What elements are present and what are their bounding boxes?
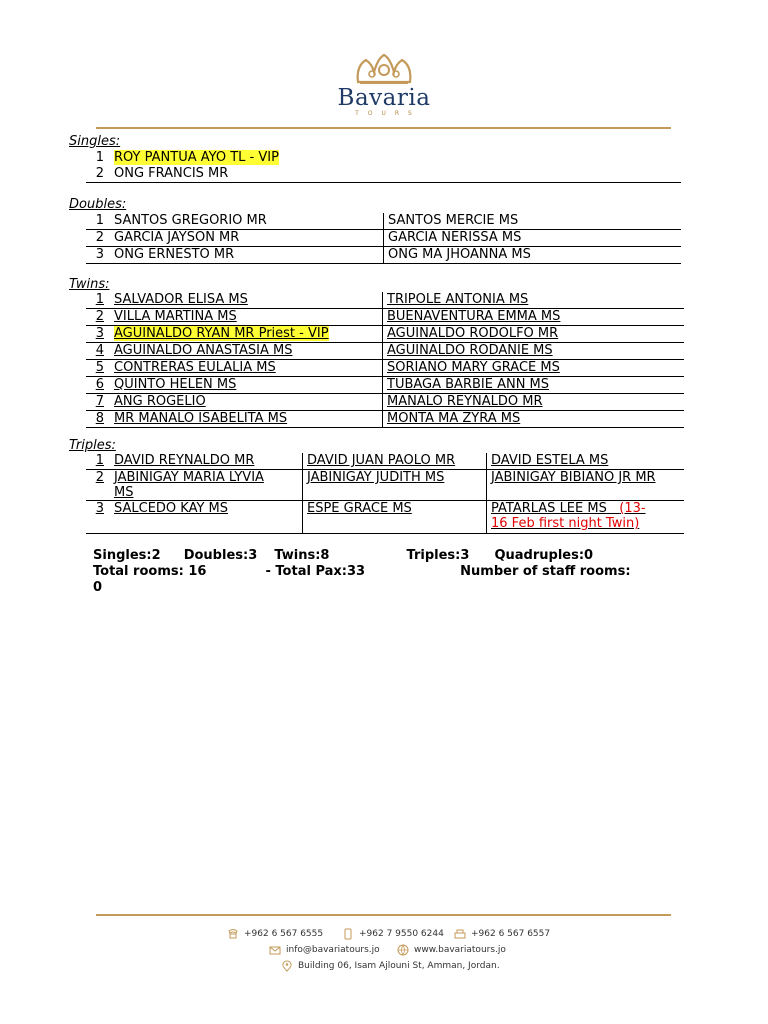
row-number: 6 <box>95 377 104 392</box>
summary-singles: Singles:2 <box>93 548 161 563</box>
bavaria-logo <box>330 52 438 124</box>
row-number: 3 <box>95 247 104 262</box>
table-row <box>86 470 684 501</box>
logo-subtitle: TOURS <box>355 110 421 117</box>
header-divider <box>96 127 671 129</box>
guest-name: ONG ERNESTO MR <box>110 247 384 264</box>
guest-name: MR MANALO ISABELITA MS <box>110 411 383 428</box>
guest-name: AGUINALDO RYAN MR Priest - VIP <box>114 326 329 341</box>
footer-divider <box>96 914 671 916</box>
mobile-icon <box>342 928 354 940</box>
guest-name: JABINIGAY BIBIANO JR MR <box>491 470 656 485</box>
globe-icon <box>397 944 409 956</box>
table-row <box>86 394 684 411</box>
row-number: 8 <box>95 411 104 426</box>
guest-name: BUENAVENTURA EMMA MS <box>387 309 561 324</box>
crown-icon <box>352 52 416 88</box>
row-number: 1 <box>95 292 104 307</box>
fax-icon <box>454 928 466 940</box>
guest-name: QUINTO HELEN MS <box>110 377 383 394</box>
doubles-table <box>86 213 681 264</box>
guest-name: AGUINALDO RODANIE MS <box>387 343 553 358</box>
guest-name: DAVID REYNALDO MR <box>110 453 303 470</box>
summary-quadruples: Quadruples:0 <box>494 548 594 563</box>
summary-staff-value: 0 <box>93 580 103 595</box>
summary-total-pax: - Total Pax:33 <box>265 564 366 579</box>
summary-total-rooms: Total rooms: 16 <box>93 564 207 579</box>
triples-title: Triples: <box>69 438 116 453</box>
summary-line-2 <box>93 564 631 580</box>
twins-title: Twins: <box>69 277 110 292</box>
guest-name-cont: MS <box>114 485 134 500</box>
table-row <box>86 360 684 377</box>
footer-address <box>281 960 500 972</box>
email-text: info@bavariatours.jo <box>286 945 380 955</box>
phone-icon <box>227 928 239 940</box>
phone2-text: +962 7 9550 6244 <box>359 929 444 939</box>
guest-name: MONTA MA ZYRA MS <box>387 411 521 426</box>
guest-name: MANALO REYNALDO MR <box>387 394 543 409</box>
row-number: 2 <box>95 309 104 324</box>
triples-table <box>86 453 684 534</box>
location-pin-icon <box>281 960 293 972</box>
guest-name: ONG MA JHOANNA MS <box>388 247 531 262</box>
row-number: 7 <box>95 394 104 409</box>
guest-name: JABINIGAY MARIA LYVIA <box>114 470 264 485</box>
footer-email <box>269 944 380 956</box>
footer-phone1 <box>227 928 323 940</box>
guest-name: ROY PANTUA AYO TL - VIP <box>114 150 279 165</box>
row-number: 3 <box>95 501 104 516</box>
guest-name: AGUINALDO ANASTASIA MS <box>110 343 383 360</box>
guest-name: AGUINALDO RODOLFO MR <box>387 326 559 341</box>
logo-wordmark: Bavaria <box>337 85 431 111</box>
web-text: www.bavariatours.jo <box>414 945 506 955</box>
row-number: 5 <box>95 360 104 375</box>
row-number: 2 <box>95 470 104 485</box>
summary-doubles: Doubles:3 <box>183 548 258 563</box>
guest-name: TUBAGA BARBIE ANN MS <box>387 377 550 392</box>
footer-phone2 <box>342 928 444 940</box>
twins-table <box>86 292 684 428</box>
guest-name: VILLA MARTINA MS <box>110 309 383 326</box>
guest-name: SORIANO MARY GRACE MS <box>387 360 560 375</box>
row-number: 4 <box>95 343 104 358</box>
guest-name: SALVADOR ELISA MS <box>110 292 383 309</box>
room-note: (13- <box>619 501 646 516</box>
guest-name: DAVID ESTELA MS <box>491 453 609 468</box>
table-row <box>86 411 684 428</box>
guest-name: TRIPOLE ANTONIA MS <box>387 292 529 307</box>
row-number: 2 <box>95 230 104 245</box>
guest-name: CONTRERAS EULALIA MS <box>110 360 383 377</box>
summary-twins: Twins:8 <box>274 548 330 563</box>
table-row <box>86 343 684 360</box>
table-row <box>86 326 684 343</box>
row-number: 1 <box>95 150 104 165</box>
guest-name: ONG FRANCIS MR <box>114 166 229 181</box>
table-row <box>86 377 684 394</box>
row-number: 1 <box>95 213 104 228</box>
summary-triples: Triples:3 <box>406 548 470 563</box>
guest-name: SANTOS GREGORIO MR <box>110 213 384 230</box>
guest-name: GARCIA NERISSA MS <box>388 230 522 245</box>
table-row <box>86 501 684 534</box>
guest-name: ANG ROGELIO <box>110 394 383 411</box>
guest-name: JABINIGAY JUDITH MS <box>303 470 487 501</box>
address-text: Building 06, Isam Ajlouni St, Amman, Jordan. <box>298 961 500 971</box>
summary-staff-label: Number of staff rooms: <box>460 564 631 579</box>
row-number: 3 <box>95 326 104 341</box>
guest-name: ESPE GRACE MS <box>303 501 487 534</box>
row-number: 2 <box>95 166 104 181</box>
email-icon <box>269 944 281 956</box>
phone1-text: +962 6 567 6555 <box>244 929 324 939</box>
table-row <box>86 166 681 183</box>
table-row <box>86 292 684 309</box>
guest-name: SANTOS MERCIE MS <box>388 213 519 228</box>
footer-fax <box>454 928 550 940</box>
room-note-cont: 16 Feb first night Twin) <box>491 516 640 531</box>
table-row <box>86 150 681 166</box>
doubles-title: Doubles: <box>69 197 127 212</box>
guest-name: SALCEDO KAY MS <box>110 501 303 534</box>
table-row <box>86 247 681 264</box>
fax-text: +962 6 567 6557 <box>471 929 551 939</box>
table-row <box>86 309 684 326</box>
table-row <box>86 230 681 247</box>
guest-name: GARCIA JAYSON MR <box>110 230 384 247</box>
singles-title: Singles: <box>69 134 121 149</box>
table-row <box>86 213 681 230</box>
summary-line-1 <box>93 548 593 564</box>
footer-web <box>397 944 506 956</box>
guest-name: PATARLAS LEE MS <box>491 501 607 516</box>
row-number: 1 <box>95 453 104 468</box>
guest-name: DAVID JUAN PAOLO MR <box>303 453 487 470</box>
singles-table <box>86 150 681 183</box>
table-row <box>86 453 684 470</box>
